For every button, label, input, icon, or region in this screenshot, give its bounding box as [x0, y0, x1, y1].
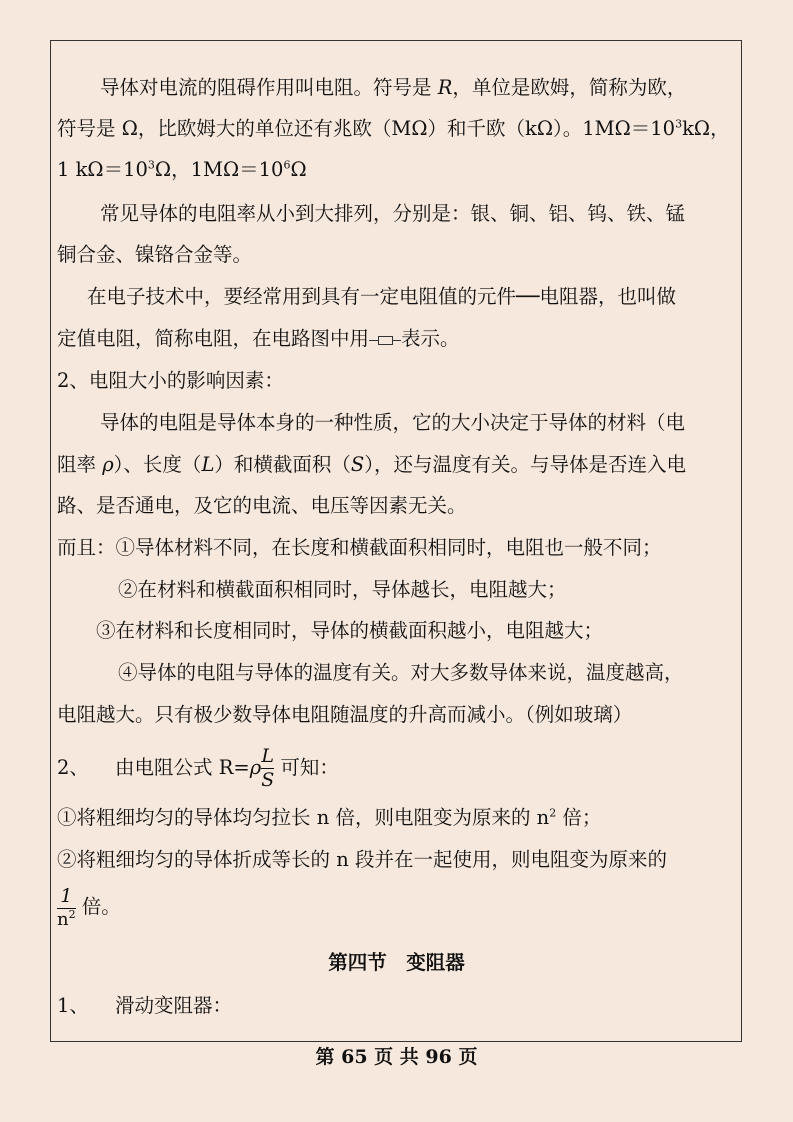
- text-line-14: ③在材料和长度相同时，导体的横截面积越小，电阻越大；: [96, 619, 604, 642]
- text-line-1: 导体对电流的阻碍作用叫电阻。符号是 R，单位是欧姆，简称为欧，: [100, 76, 687, 99]
- text-line-10: 阻率 ρ）、长度（L）和横截面积（S），还与温度有关。与导体是否连入电: [57, 453, 687, 476]
- resistor-icon: [369, 334, 401, 346]
- text-line-16: 电阻越大。只有极少数导体电阻随温度的升高而减小。（例如玻璃）: [57, 703, 633, 726]
- item-number: 1、: [57, 994, 89, 1017]
- one-over-n-squared: $\frac{1}{n^2}$: [57, 884, 76, 930]
- resistance-formula: 由电阻公式 R=ρ $\frac{L}{S}$ 可知：: [115, 745, 339, 791]
- text-line-5: 铜合金、镍铬合金等。: [57, 243, 253, 266]
- formula-fraction: $\frac{L}{S}$: [261, 745, 275, 791]
- formula-intro: 2、: [57, 756, 89, 779]
- text-line-22: 滑动变阻器：: [115, 994, 233, 1017]
- text-line-9: 导体的电阻是导体本身的一种性质，它的大小决定于导体的材料（电: [100, 411, 686, 434]
- text-line-15: ④导体的电阻与导体的温度有关。对大多数导体来说，温度越高，: [118, 661, 684, 684]
- section-title: 第四节 变阻器: [328, 951, 465, 974]
- text-line-6: 在电子技术中，要经常用到具有一定电阻值的元件──电阻器，也叫做: [87, 285, 676, 308]
- section-heading-factors: 2、电阻大小的影响因素：: [57, 369, 284, 392]
- text-line-2: 符号是 Ω，比欧姆大的单位还有兆欧（MΩ）和千欧（kΩ）。$1M\Omega=10^3k\Omega$，: [57, 117, 730, 140]
- text-line-4: 常见导体的电阻率从小到大排列，分别是：银、铜、铝、钨、铁、锰: [100, 202, 686, 225]
- text-line-18: ①将粗细均匀的导体均匀拉长 n 倍，则电阻变为原来的 $n^2$ 倍；: [57, 806, 602, 829]
- text-line-3: 1 $k\Omega=10^3\Omega$，$1M\Omega=10^6\Omega$: [57, 158, 307, 181]
- text-line-11: 路、是否通电，及它的电流、电压等因素无关。: [57, 494, 467, 517]
- text-line-7: 定值电阻，简称电阻，在电路图中用 表示。: [57, 327, 460, 350]
- text-line-19: ②将粗细均匀的导体折成等长的 n 段并在一起使用，则电阻变为原来的: [57, 848, 667, 871]
- page-footer: 第 65 页 共 96 页: [315, 1046, 478, 1068]
- text-line-12: 而且：①导体材料不同，在长度和横截面积相同时，电阻也一般不同；: [57, 536, 662, 559]
- text-line-13: ②在材料和横截面积相同时，导体越长，电阻越大；: [118, 578, 567, 601]
- text-line-20: $\frac{1}{n^2}$ 倍。: [57, 884, 121, 930]
